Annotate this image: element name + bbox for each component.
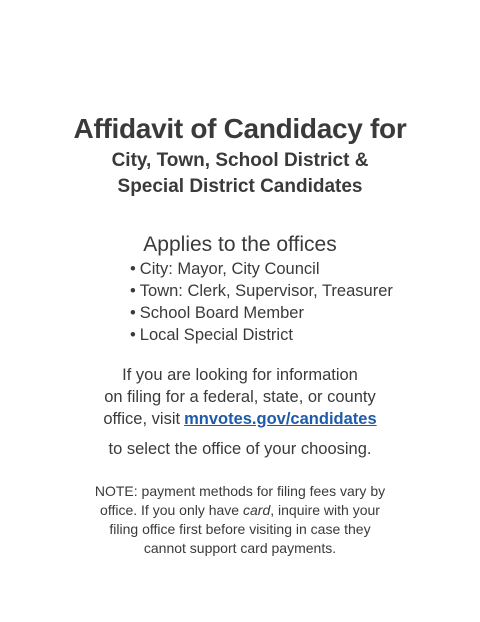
office-item-school-board: School Board Member bbox=[139, 304, 304, 322]
document-title: Affidavit of Candidacy for bbox=[73, 113, 407, 144]
bullet-icon: • bbox=[130, 304, 136, 322]
info-line-2: on filing for a federal, state, or county bbox=[104, 388, 376, 406]
note-line-4: cannot support card payments. bbox=[143, 540, 337, 556]
office-item-city: City: Mayor, City Council bbox=[139, 260, 320, 278]
info-line-3-prefix: office, visit bbox=[103, 410, 181, 428]
list-item bbox=[130, 324, 393, 346]
bullet-icon: • bbox=[130, 326, 136, 344]
bullet-icon: • bbox=[130, 260, 136, 278]
mnvotes-candidates-link[interactable]: mnvotes.gov/candidates bbox=[184, 410, 377, 428]
info-line-3 bbox=[0, 408, 480, 430]
list-item bbox=[130, 302, 393, 324]
note-line-2 bbox=[0, 501, 480, 520]
offices-heading: Applies to the offices bbox=[143, 233, 337, 256]
note-line-2-prefix: office. If you only have bbox=[100, 502, 240, 518]
note-line-2-suffix: , inquire with your bbox=[270, 502, 380, 518]
note-emphasis-card: card bbox=[243, 502, 271, 518]
note-line-1: NOTE: payment methods for filing fees vary by bbox=[94, 483, 386, 499]
bullet-icon: • bbox=[130, 282, 136, 300]
office-item-special-district: Local Special District bbox=[139, 326, 293, 344]
subtitle-line-1: City, Town, School District & bbox=[111, 150, 369, 171]
note-paragraph bbox=[0, 482, 480, 558]
office-item-town: Town: Clerk, Supervisor, Treasurer bbox=[139, 282, 393, 300]
info-line-4: to select the office of your choosing. bbox=[108, 440, 372, 458]
offices-list bbox=[130, 258, 393, 346]
info-line-1: If you are looking for information bbox=[122, 366, 358, 384]
subtitle-line-2: Special District Candidates bbox=[117, 176, 363, 197]
document-subtitle bbox=[0, 148, 480, 200]
list-item bbox=[130, 258, 393, 280]
info-paragraph bbox=[0, 364, 480, 460]
note-line-3: filing office first before visiting in case they bbox=[109, 521, 371, 537]
list-item bbox=[130, 280, 393, 302]
